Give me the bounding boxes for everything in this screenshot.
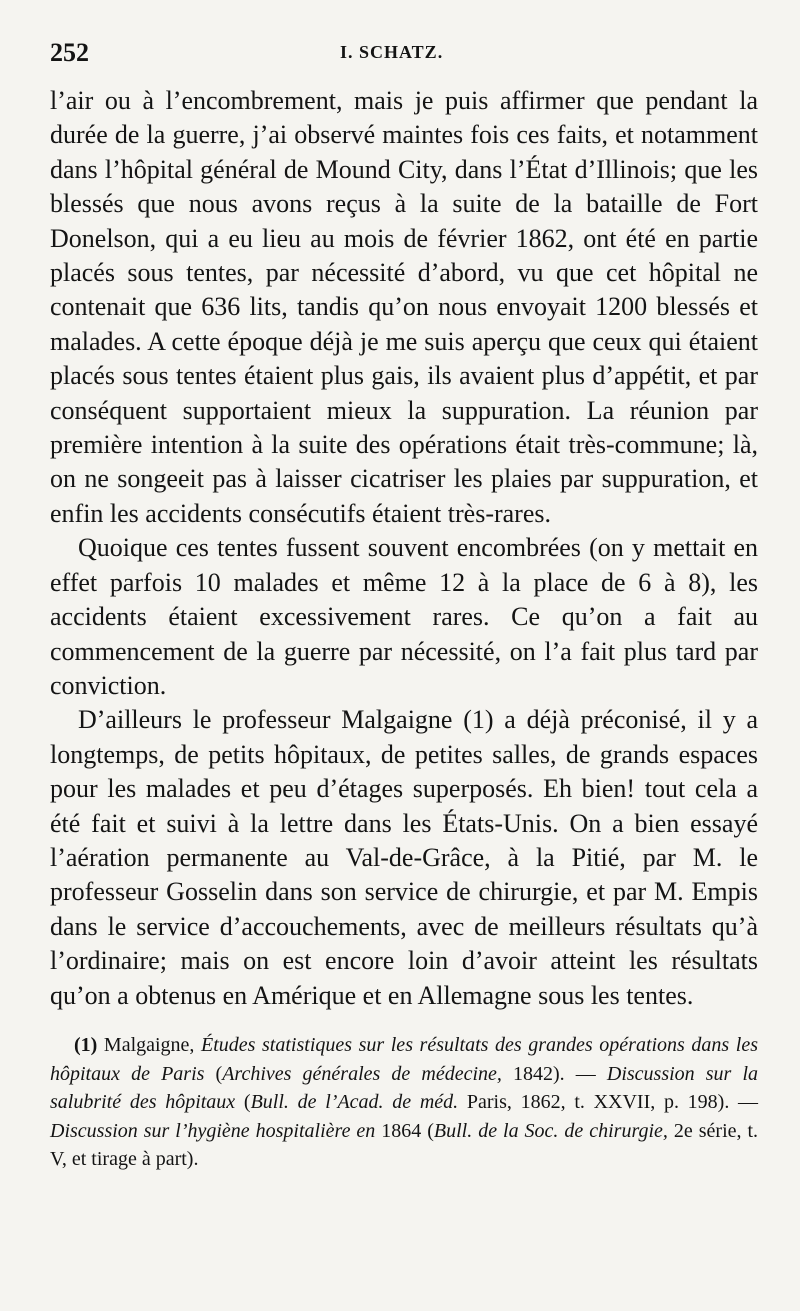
footnote-author: Malgaigne, [103, 1033, 195, 1056]
footnote-title-2: Discussion sur la salubrité des hôpitaux [50, 1062, 759, 1114]
paragraph-1: l’air ou à l’encombrement, mais je puis affirmer que pendant la durée de la guerre, j’ai observé maintes fois ces faits, et notamment dans l’hôpital général de Mound City, dans l’État d’Illinois; que les blessés que nous avons reçus à la suite de la bataille de Fort Donelson, qui a eu lieu au mois de février 1862, ont été en partie placés sous tentes, par nécessité d’abord, vu que cet hôpital ne contenait que 636 lits, tandis qu’on nous envoyait 1200 blessés et malades. A cette époque déjà je me suis aperçu que ceux qui étaient placés sous tentes étaient plus gais, ils avaient plus d’appétit, et par conséquent supportaient mieux la suppuration. La réunion par première intention à la suite des opérations était très-commune; là, on ne songeeit pas à laisser cicatriser les plaies par suppuration, et enfin les accidents consécutifs étaient très-rares. [50, 86, 758, 528]
footnote-title-1: Études statistiques sur les résultats des grandes opérations dans les hôpitaux de Paris [50, 1033, 758, 1085]
running-head [50, 36, 758, 76]
footnote-title-3: Discussion sur l’hygiène hospitalière en [50, 1119, 376, 1142]
footnote-dash-2: — [738, 1091, 759, 1114]
footnote-journal-3: Bull. de la Soc. de chirurgie, [433, 1119, 668, 1142]
footnote-dash-1: — [575, 1062, 596, 1085]
footnote-year-3: 1864 [381, 1119, 422, 1142]
footnote-ref3-rest: 2e série, t. V, et tirage à part). [50, 1119, 759, 1171]
footnote-ref: (1) [74, 1033, 98, 1056]
footnote-year-1: 1842). [513, 1062, 565, 1085]
footnote-1 [50, 1031, 758, 1174]
footnote-paren-open-3: ( [427, 1119, 434, 1142]
footnote-paren-open-1: ( [215, 1062, 223, 1085]
body-text [50, 84, 758, 1013]
footnote-ref2-rest: Paris, 1862, t. XXVII, p. 198). [466, 1091, 730, 1114]
footnotes [50, 1031, 758, 1174]
paragraph-2: Quoique ces tentes fussent souvent encombrées (on y mettait en effet parfois 10 malades et même 12 à la place de 6 à 8), les accidents étaient excessivement rares. Ce qu’on a fait au commencement de la guerre par nécessité, on l’a fait plus tard par conviction. [50, 533, 758, 700]
footnote-journal-2: Bull. de l’Acad. de méd. [250, 1091, 459, 1114]
footnote-journal-1: Archives générales de médecine, [222, 1062, 502, 1085]
paragraph-3: D’ailleurs le professeur Malgaigne (1) a déjà préconisé, il y a longtemps, de petits hôpitaux, de petites salles, de grands espaces pour les malades et peu d’étages superposés. Eh bien! tout cela a été fait et suivi à la lettre dans les États-Unis. On a bien essayé l’aération permanente au Val-de-Grâce, à la Pitié, par M. le professeur Gosselin dans son service de chirurgie, et par M. Empis dans le service d’accouchements, avec de meilleurs résultats qu’à l’ordinaire; mais on est encore loin d’avoir atteint les résultats qu’on a obtenus en Amérique et en Allemagne sous les tentes. [50, 705, 758, 1010]
page-number: 252 [50, 38, 89, 67]
running-title: I. SCHATZ. [340, 42, 444, 62]
footnote-paren-open-2: ( [243, 1091, 251, 1114]
